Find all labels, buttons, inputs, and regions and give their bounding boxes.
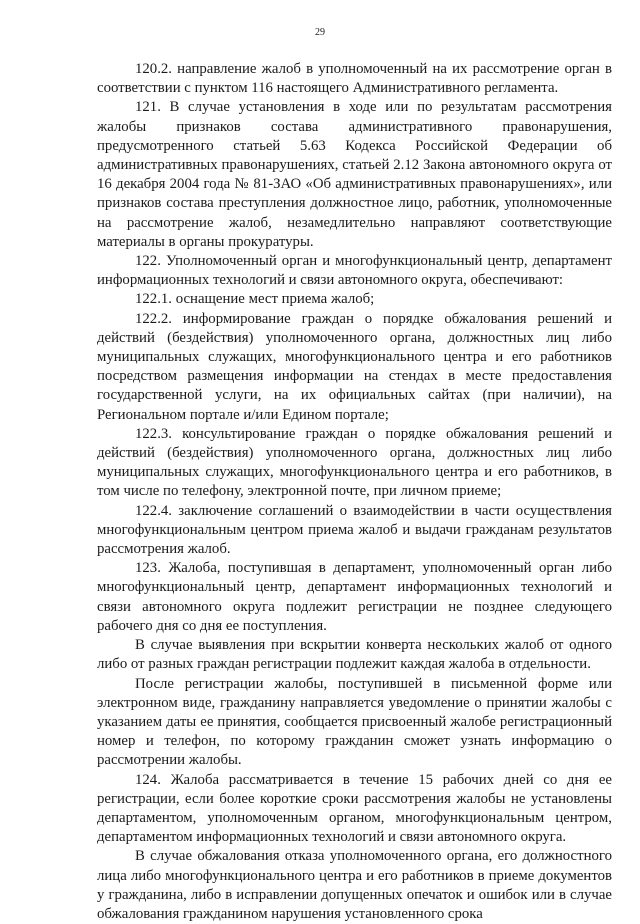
page-number: 29 <box>315 27 325 38</box>
paragraph-123-envelope: В случае выявления при вскрытии конверта нескольких жалоб от одного либо от разных граждан регистрации подлежит каждая жалоба в отдельности. <box>97 637 612 673</box>
paragraph-124: 124. Жалоба рассматривается в течение 15 рабочих дней со дня ее регистрации, если более короткие сроки рассмотрения жалобы не установлены департаментом, уполномоченным органом, многофункциональным центром, департаментом информационных технологий и связи автономного округа. <box>97 771 612 846</box>
paragraph-124-refusal: В случае обжалования отказа уполномоченного органа, его должностного лица либо многофункционального центра и его работников в приеме документов у гражданина, либо в исправлении допущенных опечаток и ошибок или в случае обжалования гражданином нарушения установленного срока <box>97 848 612 922</box>
body-text <box>97 60 612 924</box>
paragraph-123-notification: После регистрации жалобы, поступившей в письменной форме или электронном виде, гражданину направляется уведомление о принятии жалобы с указанием даты ее принятия, сообщается присвоенный жалобе регистрационный номер и телефон, по которому гражданин сможет узнать информацию о рассмотрении жалобы. <box>97 675 612 769</box>
paragraph-122: 122. Уполномоченный орган и многофункциональный центр, департамент информационных технологий и связи автономного округа, обеспечивают: <box>97 253 612 289</box>
paragraph-121: 121. В случае установления в ходе или по результатам рассмотрения жалобы признаков состава административного правонарушения, предусмотренного статьей 5.63 Кодекса Российской Федерации об административных правонарушениях, статьей 2.12 Закона автономного округа от 16 декабря 2004 года № 81-ЗАО «Об административных правонарушениях», или признаков состава преступления должностное лицо, работник, уполномоченные на рассмотрение жалоб, незамедлительно направляют соответствующие материалы в органы прокуратуры. <box>97 99 612 250</box>
paragraph-122-2: 122.2. информирование граждан о порядке обжалования решений и действий (бездействия) уполномоченного органа, должностных лиц либо муниципальных служащих, многофункционального центра и его работников посредством размещения информации на стендах в месте предоставления государственной услуги, на их официальных сайтах (при наличии), на Региональном портале и/или Едином портале; <box>97 310 612 423</box>
paragraph-122-3: 122.3. консультирование граждан о порядке обжалования решений и действий (бездействия) уполномоченного органа, должностных лиц либо муниципальных служащих, многофункционального центра и его работников, в том числе по телефону, электронной почте, при личном приеме; <box>97 425 612 500</box>
paragraph-122-1: 122.1. оснащение мест приема жалоб; <box>135 291 375 308</box>
paragraph-123: 123. Жалоба, поступившая в департамент, уполномоченный орган либо многофункциональный центр, департамент информационных технологий и связи автономного округа подлежит регистрации не позднее следующего рабочего дня со дня ее поступления. <box>97 560 612 634</box>
paragraph-122-4: 122.4. заключение соглашений о взаимодействии в части осуществления многофункциональным центром приема жалоб и выдачи гражданам результатов рассмотрения жалоб. <box>97 502 612 558</box>
paragraph-120-2: 120.2. направление жалоб в уполномоченный на их рассмотрение орган в соответствии с пунктом 116 настоящего Административного регламента. <box>97 61 612 97</box>
